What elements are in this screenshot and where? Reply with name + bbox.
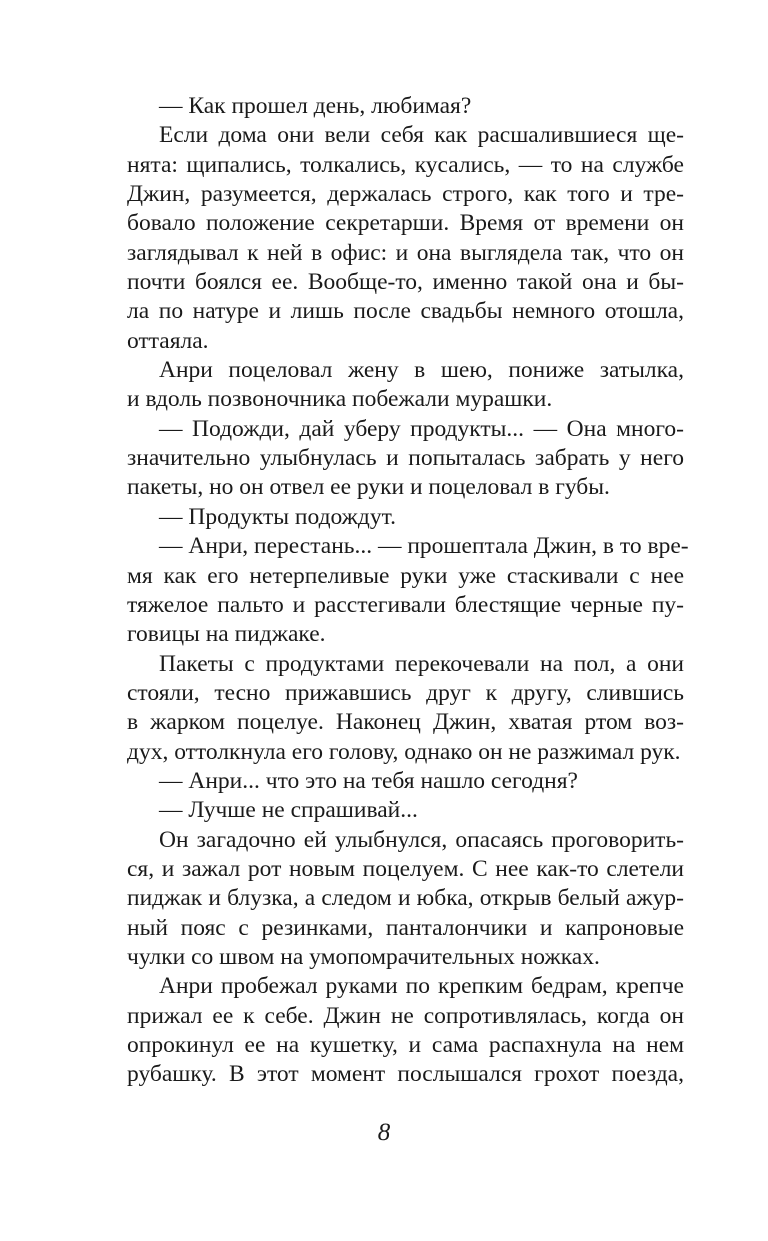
- paragraph-line: говицы на пиджаке.: [127, 621, 326, 648]
- paragraph-line: ла по натуре и лишь после свадьбы немного отошла,: [127, 298, 684, 325]
- paragraph-line: оттаяла.: [127, 327, 209, 354]
- paragraph-line: значительно улыбнулась и попыталась забрать у него: [127, 445, 684, 472]
- paragraph-first-line: Он загадочно ей улыбнулся, опасаясь проговорить-: [159, 826, 684, 853]
- paragraph-first-line: — Как прошел день, любимая?: [159, 93, 472, 119]
- paragraph-first-line: Если дома они вели себя как расшалившиеся ще-: [159, 122, 684, 149]
- body-text: [127, 92, 689, 1090]
- paragraph-line: бовало положение секретарши. Время от времени он: [127, 210, 684, 237]
- paragraph-first-line: — Анри, перестань... — прошептала Джин, в то вре-: [159, 533, 689, 560]
- paragraph-line: пиджак и блузка, а следом и юбка, открыв белый ажур-: [127, 885, 684, 912]
- paragraph-line: нята: щипались, толкались, кусались, — то на службе: [127, 151, 684, 178]
- paragraph-line: ся, и зажал рот новым поцелуем. С нее как-то слетели: [127, 855, 684, 882]
- paragraph-line: почти боялся ее. Вообще-то, именно такой она и бы-: [127, 269, 684, 296]
- paragraph-line: чулки со швом на умопомрачительных ножках.: [127, 943, 600, 970]
- paragraph-line: рубашку. В этот момент послышался грохот поезда,: [127, 1061, 684, 1088]
- paragraph-line: мя как его нетерпеливые руки уже стаскивали с нее: [127, 562, 684, 589]
- paragraph-first-line: Пакеты с продуктами перекочевали на пол, а они: [159, 650, 684, 677]
- paragraph-first-line: — Анри... что это на тебя нашло сегодня?: [159, 767, 578, 794]
- paragraph-line: прижал ее к себе. Джин не сопротивлялась, когда он: [127, 1002, 684, 1029]
- paragraph-first-line: — Лучше не спрашивай...: [159, 797, 418, 824]
- paragraph-first-line: Анри пробежал руками по крепким бедрам, крепче: [159, 973, 684, 1000]
- paragraph-line: пакеты, но он отвел ее руки и поцеловал в губы.: [127, 474, 610, 501]
- paragraph-line: в жарком поцелуе. Наконец Джин, хватая ртом воз-: [127, 709, 684, 736]
- paragraph-first-line: — Подожди, дай уберу продукты... — Она много-: [159, 415, 684, 442]
- paragraph-line: стояли, тесно прижавшись друг к другу, слившись: [127, 679, 684, 706]
- paragraph-line: Джин, разумеется, держалась строго, как того и тре-: [127, 181, 684, 208]
- paragraph-line: тяжелое пальто и расстегивали блестящие черные пу-: [127, 591, 684, 618]
- paragraph-first-line: Анри поцеловал жену в шею, пониже затылка,: [159, 357, 684, 384]
- paragraph-line: ный пояс с резинками, панталончики и капроновые: [127, 914, 684, 941]
- paragraph-line: опрокинул ее на кушетку, и сама распахнула на нем: [127, 1032, 684, 1058]
- paragraph-line: и вдоль позвоночника побежали мурашки.: [127, 386, 553, 413]
- page-number: 8: [377, 1119, 391, 1146]
- paragraph-first-line: — Продукты подождут.: [159, 503, 397, 530]
- paragraph-line: дух, оттолкнула его голову, однако он не разжимал рук.: [127, 738, 681, 765]
- paragraph-line: заглядывал к ней в офис: и она выглядела так, что он: [127, 239, 684, 266]
